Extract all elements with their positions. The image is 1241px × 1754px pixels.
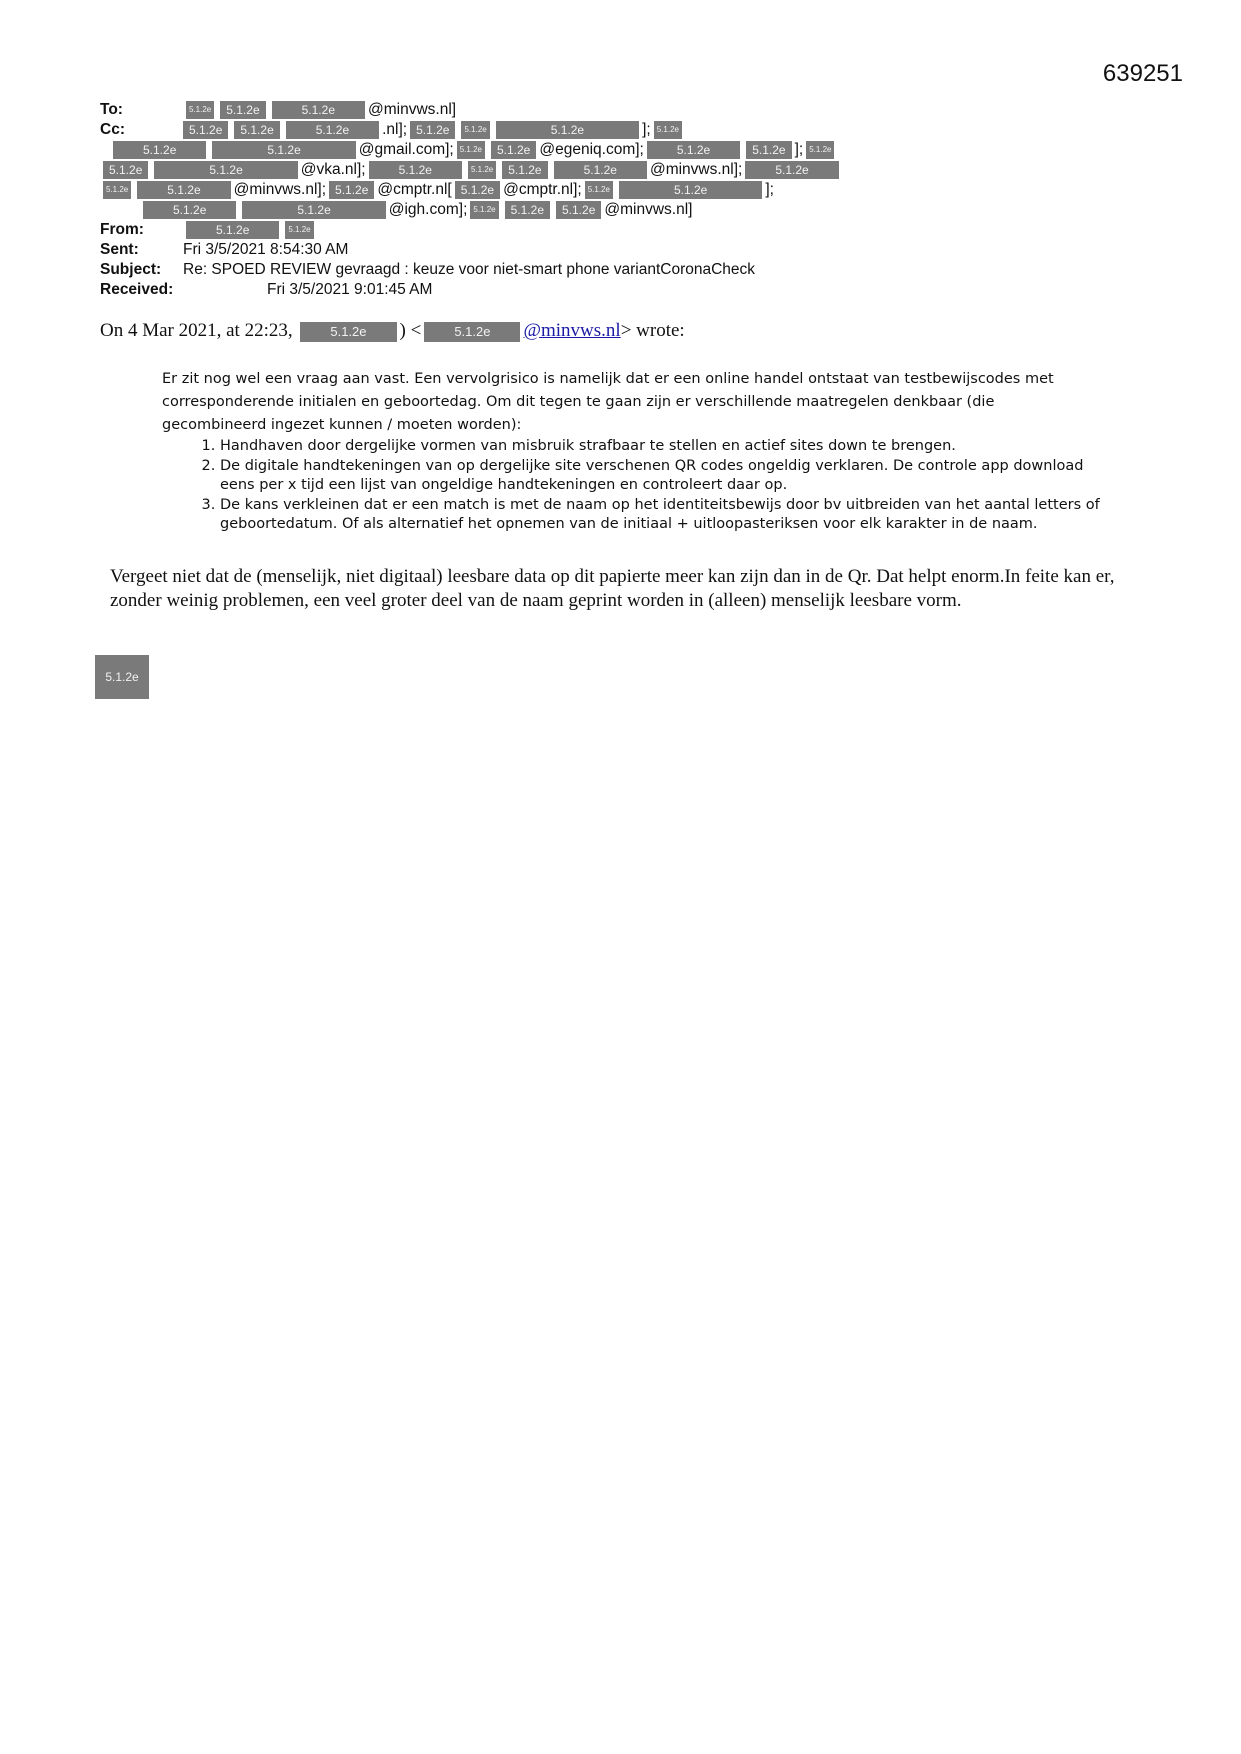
quote-intro: Er zit nog wel een vraag aan vast. Een vervolgrisico is namelijk dat er een online handel ontstaat van testbewijscodes met corresponderende initialen en geboortedag. Om dit tegen te gaan zijn er verschillende maatregelen denkbaar (die gecombineerd ingezet kunnen / moeten worden): bbox=[162, 371, 1054, 433]
cc-line bbox=[100, 160, 1140, 180]
cc-fragment: @minvws.nl]; bbox=[233, 181, 327, 198]
list-item: 3. De kans verkleinen dat er een match is met de naam op het identiteitsbewijs door bv uitbreiden van het aantal letters of geboortedatum. Of als alternatief het opnemen van de initiaal + uitloopasteriksen voor elk karakter in de naam. bbox=[220, 496, 1102, 534]
redaction: 5.1.2e bbox=[328, 180, 375, 200]
cc-line bbox=[100, 200, 1140, 220]
reply-body bbox=[110, 565, 1130, 613]
redaction: 5.1.2e bbox=[219, 100, 266, 120]
redaction: 5.1.2e bbox=[102, 180, 132, 200]
cc-fragment: @cmptr.nl[ bbox=[377, 181, 452, 198]
cc-fragment: @vka.nl]; bbox=[300, 161, 366, 178]
cc-fragment: .nl]; bbox=[382, 121, 408, 138]
document-id: 639251 bbox=[1102, 60, 1183, 87]
list-item: 1. Handhaven door dergelijke vormen van misbruik strafbaar te stellen en actief sites down te brengen. bbox=[220, 437, 1102, 456]
redaction: 5.1.2e bbox=[211, 140, 356, 160]
subject-value: Re: SPOED REVIEW gevraagd : keuze voor niet-smart phone variantCoronaCheck bbox=[183, 261, 756, 278]
cc-fragment: ]; bbox=[765, 181, 774, 198]
subject-label: Subject: bbox=[100, 261, 162, 278]
redaction: 5.1.2e bbox=[142, 200, 237, 220]
to-address: @minvws.nl] bbox=[368, 101, 457, 118]
attribution-suffix: > wrote: bbox=[620, 320, 685, 341]
cc-line bbox=[100, 180, 1140, 200]
redaction: 5.1.2e bbox=[299, 321, 397, 343]
redaction: 5.1.2e bbox=[501, 160, 548, 180]
cc-fragment: @minvws.nl] bbox=[604, 201, 693, 218]
cc-fragment: @gmail.com]; bbox=[358, 141, 454, 158]
redaction: 5.1.2e bbox=[153, 160, 298, 180]
redaction: 5.1.2e bbox=[233, 120, 280, 140]
cc-fragment: @minvws.nl]; bbox=[649, 161, 743, 178]
cc-line bbox=[100, 140, 1140, 160]
sent-label: Sent: bbox=[100, 241, 139, 258]
redaction: 5.1.2e bbox=[495, 120, 640, 140]
redaction: 5.1.2e bbox=[467, 160, 497, 180]
redaction: 5.1.2e bbox=[185, 220, 280, 240]
to-label: To: bbox=[100, 101, 123, 118]
redaction: 5.1.2e bbox=[646, 140, 741, 160]
subject-row bbox=[100, 260, 1140, 280]
redaction: 5.1.2e bbox=[460, 120, 490, 140]
redaction: 5.1.2e bbox=[112, 140, 207, 160]
redaction: 5.1.2e bbox=[745, 140, 792, 160]
received-value: Fri 3/5/2021 9:01:45 AM bbox=[267, 281, 433, 298]
redaction: 5.1.2e bbox=[553, 160, 648, 180]
sent-value: Fri 3/5/2021 8:54:30 AM bbox=[183, 241, 349, 258]
redaction: 5.1.2e bbox=[469, 200, 499, 220]
list-item: 2. De digitale handtekeningen van op dergelijke site verschenen QR codes ongeldig verklaren. De controle app download eens per x tijd een lijst van ongeldige handtekeningen en controleert daar op. bbox=[220, 457, 1102, 495]
redaction: 5.1.2e bbox=[185, 100, 215, 120]
redaction: 5.1.2e bbox=[182, 120, 229, 140]
cc-label: Cc: bbox=[100, 121, 125, 138]
measures-list bbox=[162, 437, 1102, 534]
cc-fragment: @egeniq.com]; bbox=[539, 141, 644, 158]
redaction: 5.1.2e bbox=[504, 200, 551, 220]
redaction: 5.1.2e bbox=[102, 160, 149, 180]
from-label: From: bbox=[100, 221, 144, 238]
sent-row bbox=[100, 240, 1140, 260]
cc-fragment: ]; bbox=[794, 141, 804, 158]
redacted-signature: 5.1.2e bbox=[95, 655, 149, 699]
sender-email-link[interactable]: @minvws.nl bbox=[523, 320, 621, 341]
redaction: 5.1.2e bbox=[490, 140, 537, 160]
received-label: Received: bbox=[100, 281, 174, 298]
attribution-mid: ) < bbox=[399, 320, 422, 341]
reply-attribution bbox=[100, 320, 685, 343]
cc-fragment: @cmptr.nl]; bbox=[503, 181, 582, 198]
email-header bbox=[100, 100, 1140, 300]
redaction: 5.1.2e bbox=[136, 180, 231, 200]
redaction: 5.1.2e bbox=[618, 180, 763, 200]
redaction: 5.1.2e bbox=[285, 120, 380, 140]
quoted-message bbox=[162, 368, 1102, 535]
redaction: 5.1.2e bbox=[241, 200, 386, 220]
redaction: 5.1.2e bbox=[409, 120, 456, 140]
redaction: 5.1.2e bbox=[653, 120, 683, 140]
redaction: 5.1.2e bbox=[805, 140, 835, 160]
redaction: 5.1.2e bbox=[456, 140, 486, 160]
reply-text: Vergeet niet dat de (menselijk, niet digitaal) leesbare data op dit papierte meer kan zijn dan in de Qr. Dat helpt enorm.In feite kan er, zonder weinig problemen, een veel groter deel van de naam geprint worden in (alleen) menselijk leesbare vorm. bbox=[110, 566, 1115, 611]
redaction: 5.1.2e bbox=[555, 200, 602, 220]
redaction: 5.1.2e bbox=[284, 220, 314, 240]
received-row bbox=[100, 280, 1140, 300]
redaction: 5.1.2e bbox=[423, 321, 521, 343]
from-row bbox=[100, 220, 1140, 240]
redaction: 5.1.2e bbox=[584, 180, 614, 200]
redaction: 5.1.2e bbox=[454, 180, 501, 200]
cc-fragment: ]; bbox=[642, 121, 651, 138]
attribution-prefix: On 4 Mar 2021, at 22:23, bbox=[100, 320, 293, 341]
to-row bbox=[100, 100, 1140, 120]
redaction: 5.1.2e bbox=[368, 160, 463, 180]
redaction: 5.1.2e bbox=[271, 100, 366, 120]
cc-row bbox=[100, 120, 1140, 140]
redaction: 5.1.2e bbox=[744, 160, 839, 180]
cc-fragment: @igh.com]; bbox=[388, 201, 468, 218]
